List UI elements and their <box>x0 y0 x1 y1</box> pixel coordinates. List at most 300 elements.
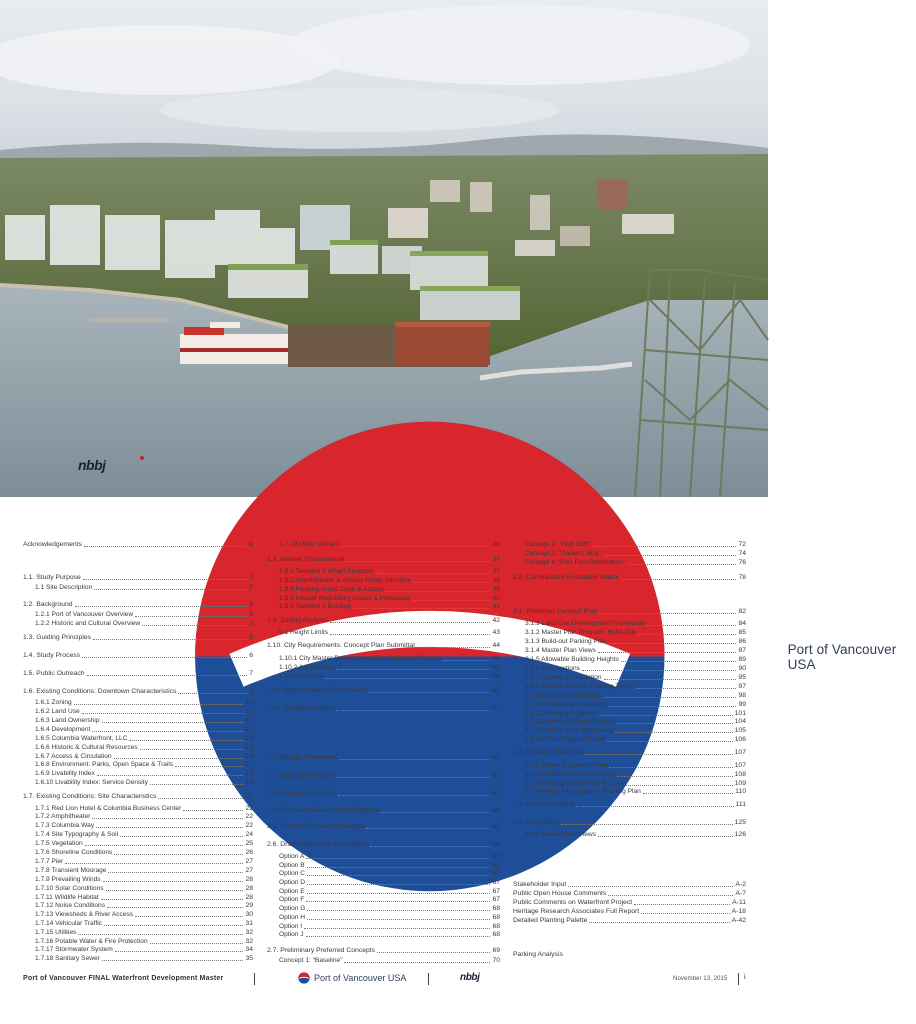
toc-entry-title: 2.7. Preliminary Preferred Concepts <box>267 947 376 954</box>
toc-entry-title: 3.2.1 Phase 1 Concept Plan <box>525 762 608 769</box>
footer-document-title: Port of Vancouver FINAL Waterfront Development Master <box>23 975 224 982</box>
toc-entry-page: 2 <box>249 574 253 581</box>
toc-entry[interactable] <box>35 619 253 628</box>
toc-entry[interactable] <box>35 760 253 769</box>
toc-entry-page: 67 <box>492 888 500 895</box>
toc-entry-page: 63 <box>492 772 500 779</box>
toc-entry[interactable] <box>267 753 500 762</box>
toc-entry[interactable] <box>525 735 746 744</box>
toc-entry[interactable] <box>35 583 253 592</box>
toc-entry-page: iii <box>248 541 253 548</box>
toc-leader-dots <box>82 657 247 658</box>
toc-leader-dots <box>636 688 737 689</box>
toc-entry[interactable] <box>35 821 253 830</box>
toc-entry[interactable] <box>513 800 746 809</box>
footer-port-logo-text: Port of Vancouver USA <box>314 973 407 983</box>
toc-entry-page: 68 <box>492 905 500 912</box>
toc-entry[interactable] <box>35 910 253 919</box>
toc-leader-dots <box>561 824 732 825</box>
toc-entry[interactable] <box>279 904 500 913</box>
toc-entry[interactable] <box>35 769 253 778</box>
toc-entry-page: 97 <box>738 683 746 690</box>
toc-entry-page: 6 <box>249 652 253 659</box>
toc-entry-title: Heritage Research Associates Full Report <box>513 908 640 915</box>
toc-entry-page: 126 <box>734 831 746 838</box>
toc-entry-page: 3 <box>249 601 253 608</box>
toc-entry-page: 37 <box>492 556 500 563</box>
toc-entry-title: 1.10.2 Applications <box>279 664 335 671</box>
toc-entry-page: 95 <box>738 674 746 681</box>
toc-entry[interactable] <box>513 889 746 898</box>
toc-entry-page: A-7 <box>735 890 746 897</box>
toc-entry-title: 1.6.7 Access & Circulation <box>35 753 112 760</box>
toc-entry[interactable] <box>279 540 500 549</box>
toc-entry-page: 82 <box>738 608 746 615</box>
toc-entry[interactable] <box>513 950 746 959</box>
toc-entry-title: 1.7.8 Transient Moorage <box>35 867 107 874</box>
terminal-building <box>395 325 490 365</box>
toc-entry-page: 90 <box>738 665 746 672</box>
toc-entry-page: 41 <box>492 603 500 610</box>
toc-entry[interactable] <box>35 901 253 910</box>
toc-entry-page: 111 <box>735 801 746 808</box>
toc-entry-title: Concept 3: “Daniel’s Way” <box>525 550 602 557</box>
toc-entry-title: 3.1.7 Access & Circulation <box>525 674 602 681</box>
toc-entry-page: 15 <box>245 744 253 751</box>
toc-entry[interactable] <box>525 549 746 558</box>
toc-entry[interactable] <box>35 839 253 848</box>
toc-entry-page: 69 <box>492 947 500 954</box>
toc-entry[interactable] <box>267 616 500 625</box>
toc-entry-page: 14 <box>245 735 253 742</box>
toc-leader-dots <box>92 818 243 819</box>
toc-entry-title: 3.1.5 Allowable Building Heights <box>525 656 619 663</box>
toc-entry-title: Concept 2: “Grid Shift” <box>525 541 591 548</box>
toc-leader-dots <box>102 722 244 723</box>
toc-entry[interactable] <box>23 573 253 582</box>
toc-entry[interactable] <box>279 585 500 594</box>
toc-leader-dots <box>101 899 244 900</box>
toc-leader-dots <box>336 710 491 711</box>
toc-entry[interactable] <box>35 778 253 787</box>
toc-entry[interactable] <box>267 555 500 564</box>
toc-entry[interactable] <box>23 633 253 642</box>
toc-leader-dots <box>92 731 243 732</box>
toc-entry-page: 107 <box>734 749 746 756</box>
toc-entry[interactable] <box>279 628 500 637</box>
toc-entry-page: 40 <box>492 595 500 602</box>
toc-entry[interactable] <box>279 869 500 878</box>
toc-leader-dots <box>129 740 243 741</box>
toc-leader-dots <box>413 600 491 601</box>
toc-leader-dots <box>78 934 243 935</box>
toc-entry-title: 1.8.1 Terminal 1 Wharf Structure <box>279 568 374 575</box>
toc-leader-dots <box>568 886 733 887</box>
toc-entry[interactable] <box>279 663 500 672</box>
toc-entry[interactable] <box>267 822 500 831</box>
toc-entry-page: 37 <box>492 568 500 575</box>
toc-entry[interactable] <box>23 540 253 549</box>
toc-entry[interactable] <box>267 704 500 713</box>
toc-entry-title: Stakeholder Input <box>513 881 567 888</box>
toc-entry-title: Public Comments on Waterfront Project <box>513 899 633 906</box>
toc-entry[interactable] <box>525 558 746 567</box>
toc-leader-dots <box>609 643 737 644</box>
toc-entry-title: 3.1.12 Public Art Opportunities <box>525 718 615 725</box>
toc-entry-title: 1.4. Study Process <box>23 652 81 659</box>
toc-leader-dots <box>330 634 490 635</box>
toc-entry[interactable] <box>279 930 500 939</box>
toc-entry-title: 1.7.7 Pier <box>35 858 64 865</box>
toc-leader-dots <box>135 616 247 617</box>
toc-entry[interactable] <box>35 884 253 893</box>
toc-entry-title: 3.1.11 Planting Program <box>525 710 596 717</box>
toc-leader-dots <box>617 776 733 777</box>
toc-entry-page: 108 <box>734 771 746 778</box>
toc-entry[interactable] <box>279 576 500 585</box>
page-footer <box>0 970 768 990</box>
toc-entry-page: 68 <box>492 931 500 938</box>
toc-leader-dots <box>175 766 243 767</box>
toc-entry-title: 3.2.2 Parking Option Summary <box>525 771 616 778</box>
toc-entry-title: 1.2.2 Historic and Cultural Overview <box>35 620 141 627</box>
toc-entry-title: 1.7.15 Utilities <box>35 929 77 936</box>
toc-leader-dots <box>413 582 490 583</box>
toc-leader-dots <box>337 777 490 778</box>
toc-leader-dots <box>87 675 248 676</box>
toc-entry-title: 3.1.3 Build-out Parking Plan <box>525 638 607 645</box>
toc-entry[interactable] <box>35 610 253 619</box>
toc-entry-title: 3.2. Phasing Strategies <box>513 749 584 756</box>
toc-entry-title: 3.1.8 Service Access, Loading Zones <box>525 683 634 690</box>
toc-entry-title: 1.5. Public Outreach <box>23 670 85 677</box>
toc-entry[interactable] <box>513 748 746 757</box>
toc-entry[interactable] <box>279 672 500 681</box>
toc-entry-page: 86 <box>738 638 746 645</box>
port-logo-icon <box>298 972 310 984</box>
toc-entry-page: 19 <box>245 779 253 786</box>
toc-entry-page: 24 <box>245 831 253 838</box>
toc-entry-title: 3.1.10 Streetscape Sections <box>525 701 608 708</box>
toc-entry-title: Detailed Planting Palette <box>513 917 588 924</box>
toc-leader-dots <box>306 901 490 902</box>
toc-entry-page: 29 <box>245 902 253 909</box>
toc-entry[interactable] <box>35 945 253 954</box>
toc-entry-title: 3.1.1 Land Use Development Framework <box>525 620 646 627</box>
toc-leader-dots <box>115 951 244 952</box>
toc-entry[interactable] <box>525 761 746 770</box>
toc-entry-page: 16 <box>245 753 253 760</box>
toc-entry[interactable] <box>525 700 746 709</box>
toc-leader-dots <box>325 678 490 679</box>
toc-entry-page: 11 <box>245 708 253 715</box>
toc-leader-dots <box>114 854 243 855</box>
toc-leader-dots <box>93 639 247 640</box>
toc-entry-title: 1.6.6 Historic & Cultural Resources <box>35 744 138 751</box>
toc-entry-page: 22 <box>245 822 253 829</box>
toc-entry[interactable] <box>23 792 253 801</box>
toc-leader-dots <box>120 836 243 837</box>
toc-entry-title: 1.8.4 Inwater Regulatory Issues & Processes <box>279 595 411 602</box>
footer-port-logo <box>298 972 406 984</box>
toc-entry[interactable] <box>267 806 500 815</box>
toc-entry[interactable] <box>35 707 253 716</box>
toc-leader-dots <box>604 679 737 680</box>
toc-entry[interactable] <box>525 726 746 735</box>
toc-entry-page: 66 <box>492 841 500 848</box>
toc-entry-title: Public Open House Comments <box>513 890 607 897</box>
toc-entry[interactable] <box>35 830 253 839</box>
toc-entry-title: 1.7.11 Wildlife Habitat <box>35 894 99 901</box>
toc-entry[interactable] <box>35 954 253 963</box>
toc-entry[interactable] <box>267 771 500 780</box>
toc-entry-page: 74 <box>738 550 746 557</box>
cloud <box>160 88 560 132</box>
toc-entry[interactable] <box>279 913 500 922</box>
toc-leader-dots <box>307 884 490 885</box>
toc-entry-page: 28 <box>245 885 253 892</box>
toc-entry-title: 3.3. Cost Estimating <box>513 801 574 808</box>
toc-leader-dots <box>608 895 733 896</box>
toc-leader-dots <box>585 754 732 755</box>
toc-leader-dots <box>346 561 490 562</box>
toc-entry[interactable] <box>35 928 253 937</box>
toc-entry[interactable] <box>525 646 746 655</box>
toc-entry-title: 1.12. Design Precepts <box>267 705 334 712</box>
toc-entry-title: 1.6.5 Columbia Waterfront, LLC <box>35 735 128 742</box>
toc-entry-page: 36 <box>492 541 500 548</box>
toc-entry[interactable] <box>35 875 253 884</box>
toc-leader-dots <box>75 606 248 607</box>
toc-leader-dots <box>621 661 737 662</box>
toc-entry-title: 3.1. Preferred Concept Plan <box>513 608 598 615</box>
toc-leader-dots <box>603 697 737 698</box>
toc-entry-page: 101 <box>734 710 746 717</box>
toc-entry-title: Option C <box>279 870 306 877</box>
toc-entry-title: 1.7.4 Site Typography & Soil <box>35 831 119 838</box>
toc-entry[interactable] <box>35 857 253 866</box>
toc-leader-dots <box>353 608 490 609</box>
toc-entry[interactable] <box>513 573 746 582</box>
toc-leader-dots <box>603 555 736 556</box>
toc-entry[interactable] <box>525 787 746 796</box>
toc-leader-dots <box>377 952 490 953</box>
toc-leader-dots <box>599 613 736 614</box>
toc-leader-dots <box>344 962 490 963</box>
toc-leader-dots <box>83 579 247 580</box>
toc-entry-page: 39 <box>492 586 500 593</box>
toc-entry-page: 105 <box>734 727 746 734</box>
toc-leader-dots <box>103 881 244 882</box>
toc-leader-dots <box>150 943 244 944</box>
toc-entry-title: Option B <box>279 862 305 869</box>
toc-entry-title: 1.7.18 Sanitary Sewer <box>35 955 100 962</box>
toc-entry-page: 32 <box>245 938 253 945</box>
toc-entry[interactable] <box>23 600 253 609</box>
toc-entry-title: Parking Analysis <box>513 951 563 958</box>
footer-divider <box>738 973 739 985</box>
toc-entry[interactable] <box>35 812 253 821</box>
toc-entry[interactable] <box>35 743 253 752</box>
toc-entry[interactable] <box>513 818 746 827</box>
toc-leader-dots <box>84 546 247 547</box>
toc-entry[interactable] <box>279 602 500 611</box>
toc-entry-title: 1.1 Site Description <box>35 584 93 591</box>
toc-leader-dots <box>330 622 491 623</box>
toc-leader-dots <box>94 589 247 590</box>
toc-entry-page: 68 <box>492 923 500 930</box>
toc-leader-dots <box>609 706 736 707</box>
toc-entry[interactable] <box>267 641 500 650</box>
toc-entry[interactable] <box>23 687 253 696</box>
toc-leader-dots <box>85 845 244 846</box>
toc-entry-page: 35 <box>245 955 253 962</box>
toc-entry[interactable] <box>525 655 746 664</box>
toc-leader-dots <box>417 647 491 648</box>
toc-entry[interactable] <box>525 691 746 700</box>
toc-entry-page: 125 <box>734 819 746 826</box>
toc-leader-dots <box>306 858 490 859</box>
toc-entry[interactable] <box>525 717 746 726</box>
toc-entry-page: 70 <box>492 957 500 964</box>
toc-entry[interactable] <box>35 919 253 928</box>
toc-entry-page: 2 <box>249 584 253 591</box>
toc-entry[interactable] <box>525 673 746 682</box>
toc-entry-title: 2.3. Evaluation Criteria <box>267 790 336 797</box>
toc-leader-dots <box>307 910 490 911</box>
toc-entry-title: 1.6.2 Land Use <box>35 708 80 715</box>
toc-entry[interactable] <box>267 789 500 798</box>
toc-entry[interactable] <box>279 654 500 663</box>
toc-entry[interactable] <box>513 907 746 916</box>
toc-leader-dots <box>576 806 734 807</box>
toc-entry-page: 3 <box>249 620 253 627</box>
toc-entry[interactable] <box>35 734 253 743</box>
toc-entry-title: 1.7.5 Vegetation <box>35 840 83 847</box>
toc-entry-page: 67 <box>492 870 500 877</box>
toc-entry-title: 9.1 Height Limits <box>279 629 329 636</box>
toc-entry-page: 89 <box>738 656 746 663</box>
toc-leader-dots <box>140 749 244 750</box>
toc-entry-title: 1.3. Guiding Principles <box>23 634 92 641</box>
toc-entry-page: 30 <box>245 911 253 918</box>
toc-entry-title: 1.7.19 Other Utilities <box>279 541 339 548</box>
toc-entry-title: 1.7. Existing Conditions: Site Characteristics <box>23 793 157 800</box>
toc-entry[interactable] <box>267 946 500 955</box>
toc-entry-page: 31 <box>245 920 253 927</box>
toc-entry-page: 76 <box>738 559 746 566</box>
toc-leader-dots <box>621 579 737 580</box>
toc-entry-page: 107 <box>734 762 746 769</box>
toc-leader-dots <box>97 775 244 776</box>
toc-entry[interactable] <box>35 866 253 875</box>
toc-entry[interactable] <box>279 878 500 887</box>
toc-entry[interactable] <box>525 637 746 646</box>
toc-entry-title: 2.2. Guiding Principles <box>267 772 336 779</box>
toc-entry-page: 106 <box>734 736 746 743</box>
toc-leader-dots <box>107 907 243 908</box>
toc-entry-title: 1.7.16 Potable Water & Fire Protection <box>35 938 148 945</box>
toc-entry-page: 28 <box>245 876 253 883</box>
toc-entry-title: 1.7.10 Solar Conditions <box>35 885 104 892</box>
toc-entry[interactable] <box>525 664 746 673</box>
toc-entry[interactable] <box>279 895 500 904</box>
toc-entry-page: 34 <box>245 946 253 953</box>
toc-entry[interactable] <box>35 848 253 857</box>
toc-entry[interactable] <box>35 725 253 734</box>
toc-entry[interactable] <box>35 698 253 707</box>
toc-entry-page: 44 <box>492 655 500 662</box>
toc-entry[interactable] <box>513 607 746 616</box>
toc-entry-title: 1.7.12 Noise Conditions <box>35 902 106 909</box>
toc-leader-dots <box>307 893 491 894</box>
toc-entry-title: 1.8. Inwater Infrastructure <box>267 556 345 563</box>
toc-leader-dots <box>647 625 736 626</box>
toc-leader-dots <box>627 564 736 565</box>
toc-entry[interactable] <box>513 880 746 889</box>
toc-entry-title: 1.8.3 Floating Guest Dock & Access <box>279 586 385 593</box>
toc-entry[interactable] <box>525 682 746 691</box>
toc-entry-page: 68 <box>492 914 500 921</box>
toc-entry-title: 3.1.6 Site Sections <box>525 665 580 672</box>
toc-entry-title: 2.5. Potential Parking Strategies <box>267 823 365 830</box>
toc-entry[interactable] <box>23 651 253 660</box>
toc-entry-title: 1.7.13 Viewsheds & River Access <box>35 911 134 918</box>
toc-entry-page: 78 <box>738 574 746 581</box>
toc-entry[interactable] <box>525 628 746 637</box>
toc-leader-dots <box>65 863 243 864</box>
nbbj-logo: nbbj <box>78 457 106 473</box>
toc-entry-page: 47 <box>492 705 500 712</box>
port-logo-text: Port of Vancouver USA <box>787 641 897 672</box>
toc-entry[interactable] <box>513 916 746 925</box>
toc-entry[interactable] <box>23 669 253 678</box>
toc-entry-page: 67 <box>492 896 500 903</box>
toc-entry[interactable] <box>513 898 746 907</box>
toc-entry-title: Concept 4: “Pier First Restoration” <box>525 559 626 566</box>
toc-leader-dots <box>366 828 490 829</box>
toc-entry[interactable] <box>279 956 500 965</box>
toc-entry[interactable] <box>267 840 500 849</box>
toc-leader-dots <box>114 758 244 759</box>
toc-entry-title: 3.4.1 Master Plan Views <box>525 831 596 838</box>
toc-entry-page: 21 <box>245 793 253 800</box>
toc-entry-title: 1.7.14 Vehicular Traffic <box>35 920 102 927</box>
toc-leader-dots <box>376 573 491 574</box>
toc-entry-title: 3.1.2 Master Plan Program, Build-Out <box>525 629 635 636</box>
toc-entry[interactable] <box>525 770 746 779</box>
toc-entry-title: 1.10. City Requirements: Concept Plan Submittal <box>267 642 415 649</box>
toc-entry-title: 1.7.17 Stormwater System <box>35 946 113 953</box>
toc-leader-dots <box>582 670 736 671</box>
toc-entry-title: 1.6.1 Zoning <box>35 699 72 706</box>
toc-entry[interactable] <box>35 716 253 725</box>
toc-leader-dots <box>108 872 243 873</box>
toc-entry-title: 1.11. Opportunities & Constraints <box>267 687 367 694</box>
pier-walkway <box>90 318 170 322</box>
toc-entry[interactable] <box>279 852 500 861</box>
toc-entry-title: 2.8. Comparative Evaluation Matrix <box>513 574 619 581</box>
toc-entry[interactable] <box>525 540 746 549</box>
toc-entry[interactable] <box>525 619 746 628</box>
toc-entry-page: 65 <box>492 823 500 830</box>
toc-entry[interactable] <box>279 567 500 576</box>
toc-entry-title: 3.2.4 Public Infrastructure Phasing Plan <box>525 788 641 795</box>
toc-entry-page: 22 <box>245 813 253 820</box>
toc-entry[interactable] <box>267 686 500 695</box>
toc-entry-page: 99 <box>738 701 746 708</box>
toc-entry[interactable] <box>525 830 746 839</box>
